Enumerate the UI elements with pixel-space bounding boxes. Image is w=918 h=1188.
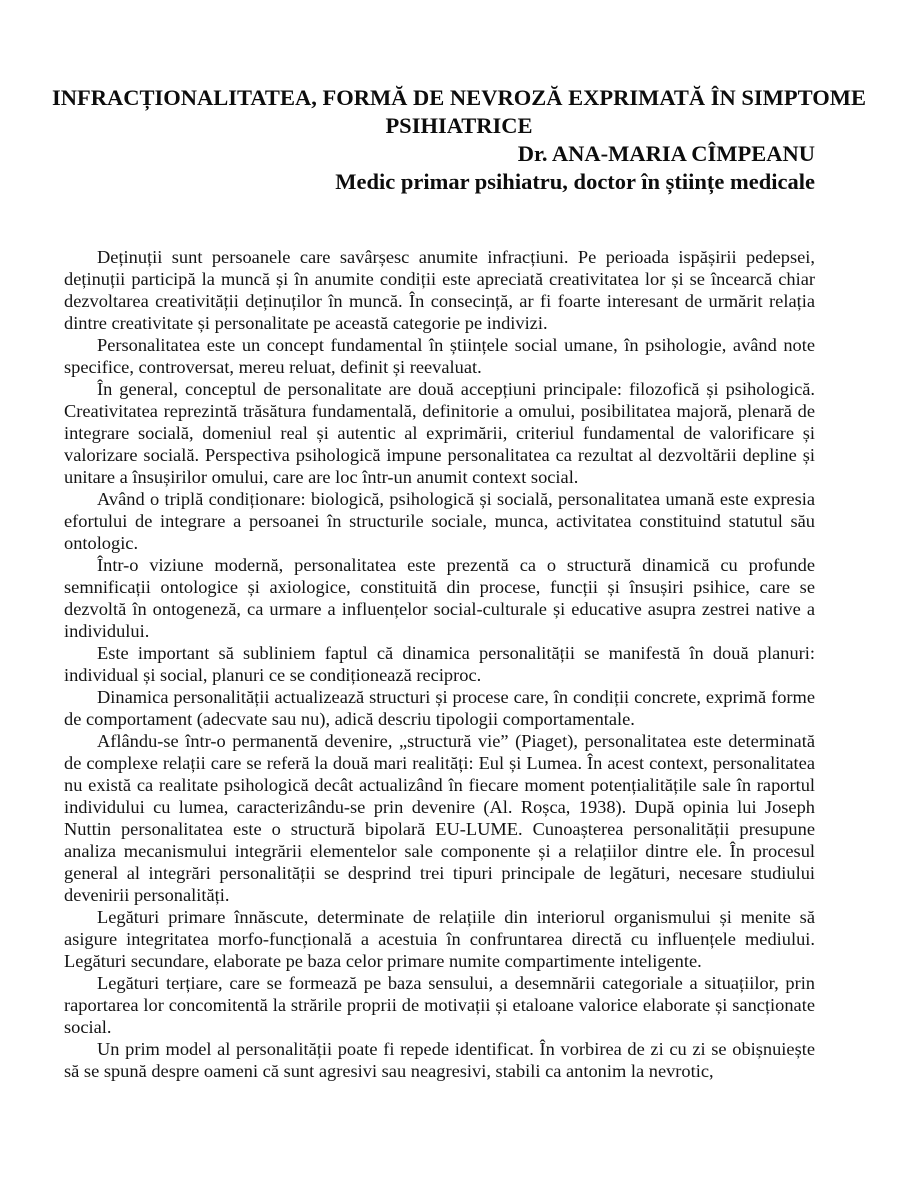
title-block [0, 84, 918, 196]
author-name: Dr. ANA-MARIA CÎMPEANU [517, 141, 815, 166]
author-credentials: Medic primar psihiatru, doctor în științe medicale [335, 169, 815, 194]
paragraph: În general, conceptul de personalitate are două accepțiuni principale: filozofică și psihologică. Creativitatea reprezintă trăsătura fundamentală, definitorie a omului, posibilitatea majoră, plenară de integrare socială, domeniul real și autentic al exprimării, criteriul fundamental de valorificare și valorizare socială. Perspectiva psihologică impune personalitatea ca rezultat al dezvoltării depline și unitare a însușirilor omului, care are loc într-un anumit context social. [64, 379, 815, 487]
paragraph: Legături primare înnăscute, determinate de relațiile din interiorul organismului și menite să asigure integritatea morfo-funcțională a acestuia în confruntarea directă cu influențele mediului. Legături secundare, elaborate pe baza celor primare numite compartimente inteligente. [64, 907, 815, 971]
paragraph: Având o triplă condiționare: biologică, psihologică și socială, personalitatea umană este expresia efortului de integrare a persoanei în structurile sociale, munca, activitatea constituind statutul său ontologic. [64, 489, 815, 553]
document-title-line-2: PSIHIATRICE [385, 113, 533, 138]
paragraph: Un prim model al personalității poate fi repede identificat. În vorbirea de zi cu zi se obișnuiește să se spună despre oameni că sunt agresivi sau neagresivi, stabili ca antonim la nevrotic, [64, 1039, 815, 1081]
document-title-line-1: INFRACȚIONALITATEA, FORMĂ DE NEVROZĂ EXPRIMATĂ ÎN SIMPTOME [52, 85, 866, 110]
document-body [64, 246, 815, 1082]
paragraph: Este important să subliniem faptul că dinamica personalității se manifestă în două planuri: individual și social, planuri ce se condiționează reciproc. [64, 643, 815, 685]
paragraph: Deținuții sunt persoanele care savârșesc anumite infracțiuni. Pe perioada ispășirii pedepsei, deținuții participă la muncă și în anumite condiții este apreciată creativitatea lor și se încearcă chiar dezvoltarea creativității deținuților în muncă. În consecință, ar fi foarte interesant de urmărit relația dintre creativitate și personalitate pe această categorie pe indivizi. [64, 247, 815, 333]
paragraph: Dinamica personalității actualizează structuri și procese care, în condiții concrete, exprimă forme de comportament (adecvate sau nu), adică descriu tipologii comportamentale. [64, 687, 815, 729]
paragraph: Aflându-se într-o permanentă devenire, „structură vie” (Piaget), personalitatea este determinată de complexe relații care se referă la două mari realități: Eul și Lumea. În acest context, personalitatea nu există ca realitate psihologică decât actualizând în fiecare moment potențialitățile sale în raportul individului cu lumea, caracterizându-se prin devenire (Al. Roșca, 1938). După opinia lui Joseph Nuttin personalitatea este o structură bipolară EU-LUME. Cunoașterea personalității presupune analiza mecanismului integrării elementelor sale componente și a relațiilor dintre ele. În procesul general al integrări personalității se desprind trei tipuri principale de legături, necesare studiului devenirii personalități. [64, 731, 815, 905]
paragraph: Într-o viziune modernă, personalitatea este prezentă ca o structură dinamică cu profunde semnificații ontologice și axiologice, constituită din procese, funcții și însușiri psihice, care se dezvoltă în ontogeneză, ca urmare a influențelor social-culturale și educative asupra zestrei native a individului. [64, 555, 815, 641]
paragraph: Personalitatea este un concept fundamental în științele social umane, în psihologie, având note specifice, controversat, mereu reluat, definit și reevaluat. [64, 335, 815, 377]
paragraph: Legături terțiare, care se formează pe baza sensului, a desemnării categoriale a situațiilor, prin raportarea lor concomitentă la strările proprii de motivații și etaloane valorice elaborate și sancționate social. [64, 973, 815, 1037]
